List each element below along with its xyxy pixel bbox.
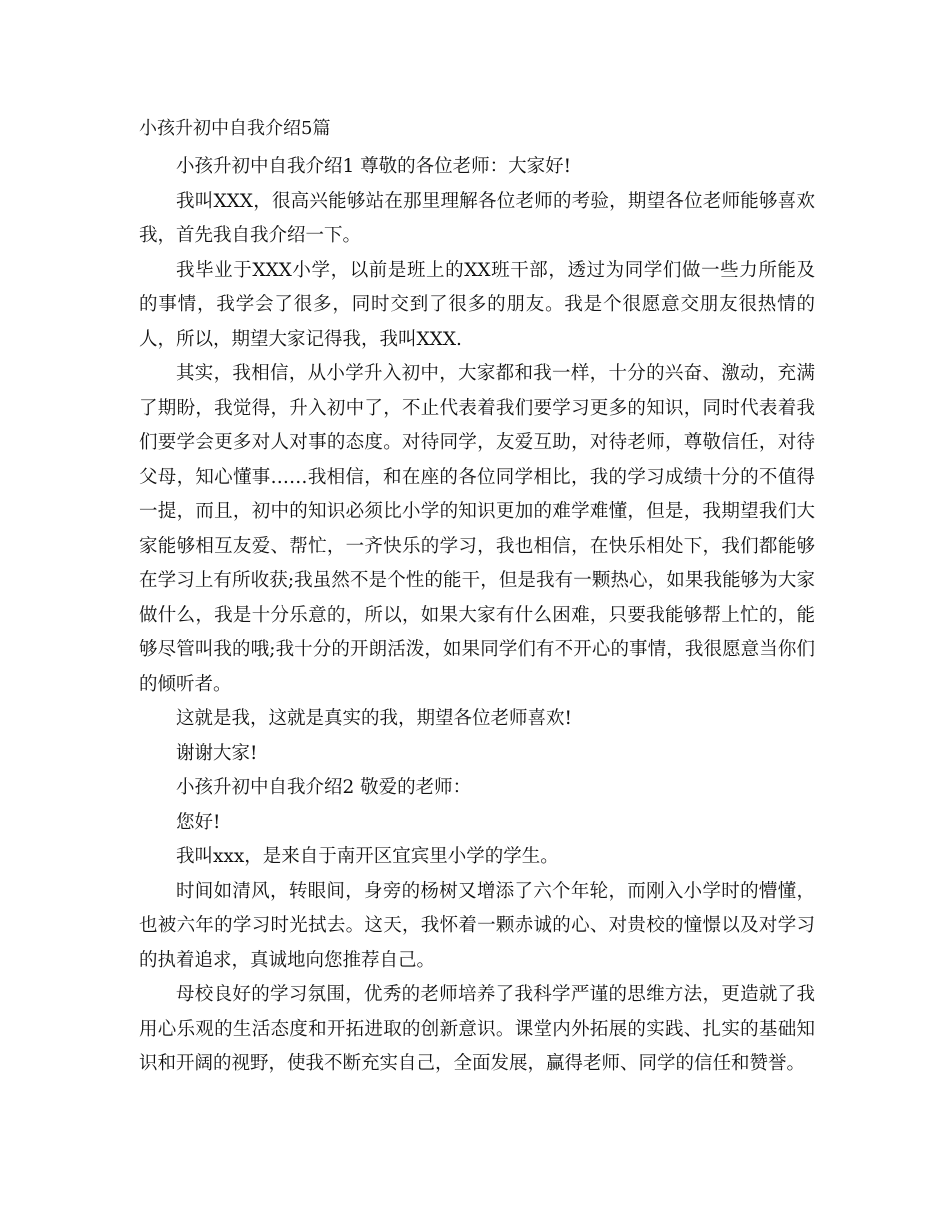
- paragraph: 我叫XXX，很高兴能够站在那里理解各位老师的考验，期望各位老师能够喜欢我，首先我自我介绍一下。: [139, 190, 815, 246]
- document-body: [139, 150, 815, 1082]
- paragraph: 您好!: [176, 811, 221, 833]
- paragraph: 这就是我，这就是真实的我，期望各位老师喜欢!: [176, 708, 572, 729]
- paragraph: 我毕业于XXX小学，以前是班上的XX班干部，透过为同学们做一些力所能及的事情，我学会了很多，同时交到了很多的朋友。我是个很愿意交朋友很热情的人，所以，期望大家记得我，我叫XXX.: [139, 259, 815, 350]
- heading-intro-1: 小孩升初中自我介绍1 尊敬的各位老师：大家好!: [176, 156, 572, 177]
- heading-intro-2: 小孩升初中自我介绍2 敬爱的老师：: [176, 777, 472, 798]
- document-title: 小孩升初中自我介绍5篇: [139, 118, 331, 139]
- paragraph: 时间如清风，转眼间，身旁的杨树又增添了六个年轮，而刚入小学时的懵懂，也被六年的学习时光拭去。这天，我怀着一颗赤诚的心、对贵校的憧憬以及对学习的执着追求，真诚地向您推荐自己。: [139, 880, 815, 971]
- paragraph: 我叫xxx，是来自于南开区宜宾里小学的学生。: [176, 846, 559, 867]
- paragraph: 谢谢大家!: [176, 742, 258, 764]
- paragraph: 母校良好的学习氛围，优秀的老师培养了我科学严谨的思维方法，更造就了我用心乐观的生活态度和开拓进取的创新意识。课堂内外拓展的实践、扎实的基础知识和开阔的视野，使我不断充实自己，全面发展，赢得老师、同学的信任和赞誉。: [139, 984, 815, 1074]
- paragraph: 其实，我相信，从小学升入初中，大家都和我一样，十分的兴奋、激动，充满了期盼，我觉得，升入初中了，不止代表着我们要学习更多的知识，同时代表着我们要学会更多对人对事的态度。对待同学，友爱互助，对待老师，尊敬信任，对待父母，知心懂事……我相信，和在座的各位同学相比，我的学习成绩十分的不值得一提，而且，初中的知识必须比小学的知识更加的难学难懂，但是，我期望我们大家能够相互友爱、帮忙，一齐快乐的学习，我也相信，在快乐相处下，我们都能够在学习上有所收获;我虽然不是个性的能干，但是我有一颗热心，如果我能够为大家做什么，我是十分乐意的，所以，如果大家有什么困难，只要我能够帮上忙的，能够尽管叫我的哦;我十分的开朗活泼，如果同学们有不开心的事情，我很愿意当你们的倾听者。: [139, 363, 815, 695]
